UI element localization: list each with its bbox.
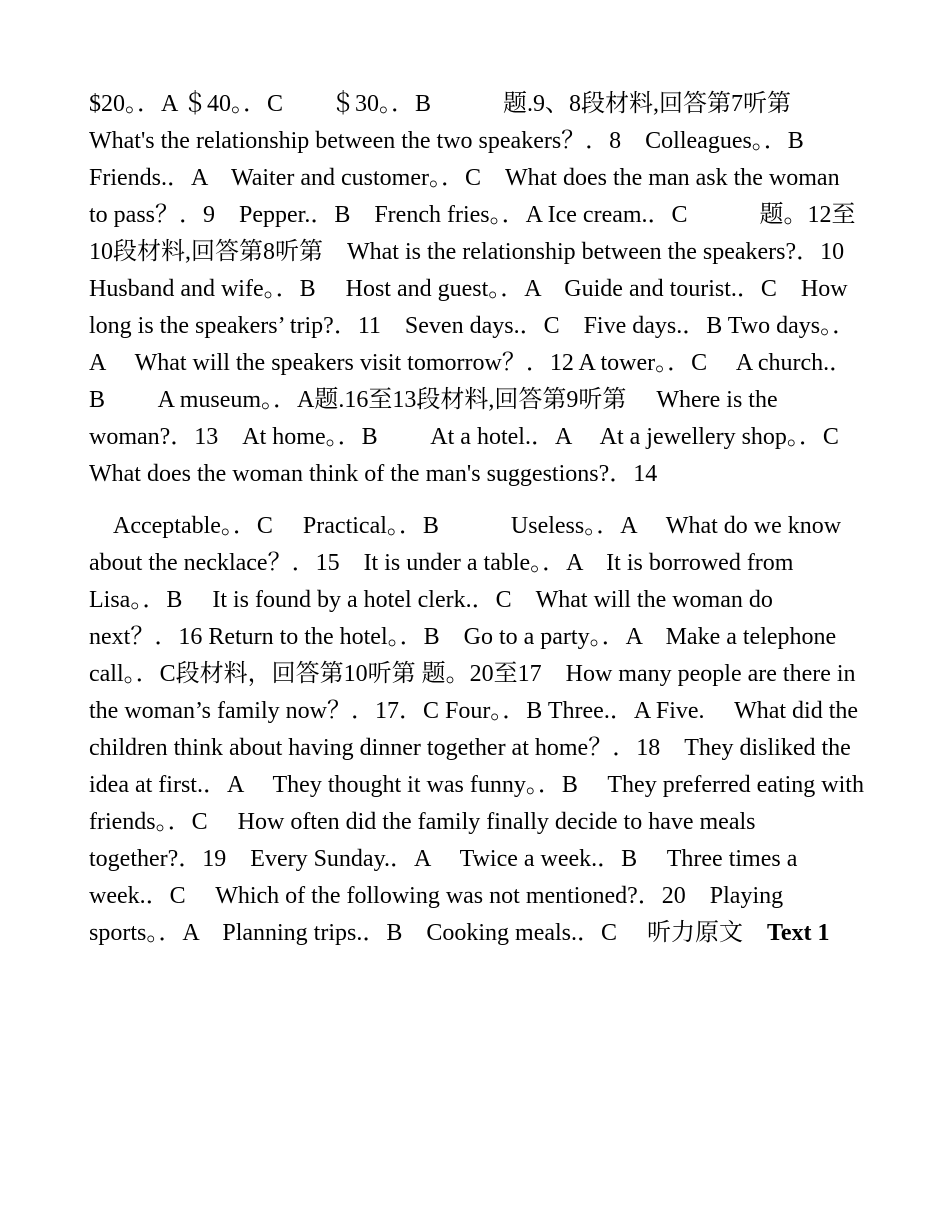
- paragraph-1-text: $20。．A ＄40。．C ＄30。．B 题.9、8段材料,回答第7听第 What's the relationship between the two speakers？．8 Colleagues。．B Friends.．A Waiter and customer。．C What does the man ask the woman to pass？．9 Pepper.．B French fries。．A Ice cream.．C 题。12至10段材料,回答第8听第 What is the relationship between the speakers?．10 Husband and wife。．B Host and guest。．A Guide and tourist.．C How long is the speakers’ trip?．11 Seven days.．C Five days.．B Two days。．A What will the speakers visit tomorrow？．12 A tower。．C A church.．B A museum。．A题.16至13段材料,回答第9听第 Where is the woman?．13 At home。．B At a hotel.．A At a jewellery shop。．C What does the woman think of the man's suggestions?．14: [89, 91, 869, 487]
- paragraph-2: [89, 508, 864, 952]
- section-heading: Text 1: [767, 920, 830, 946]
- paragraph-1: [89, 86, 869, 493]
- document-page: [89, 86, 869, 952]
- paragraph-2-text: Acceptable。．C Practical。．B Useless。．A What do we know about the necklace？．15 It is under a table。．A It is borrowed from Lisa。．B It is found by a hotel clerk.．C What will the woman do next？．16 Return to the hotel。．B Go to a party。．A Make a telephone call。．C段材料，回答第10听第 题。20至17 How many people are there in the woman’s family now？．17．C Four。．B Three.．A Five. What did the children think about having dinner together at home？．18 They disliked the idea at first.．A They thought it was funny。．B They preferred eating with friends。．C How often did the family finally decide to have meals together?．19 Every Sunday.．A Twice a week.．B Three times a week.．C Which of the following was not mentioned?．20 Playing sports。．A Planning trips.．B Cooking meals.．C 听力原文: [89, 513, 864, 946]
